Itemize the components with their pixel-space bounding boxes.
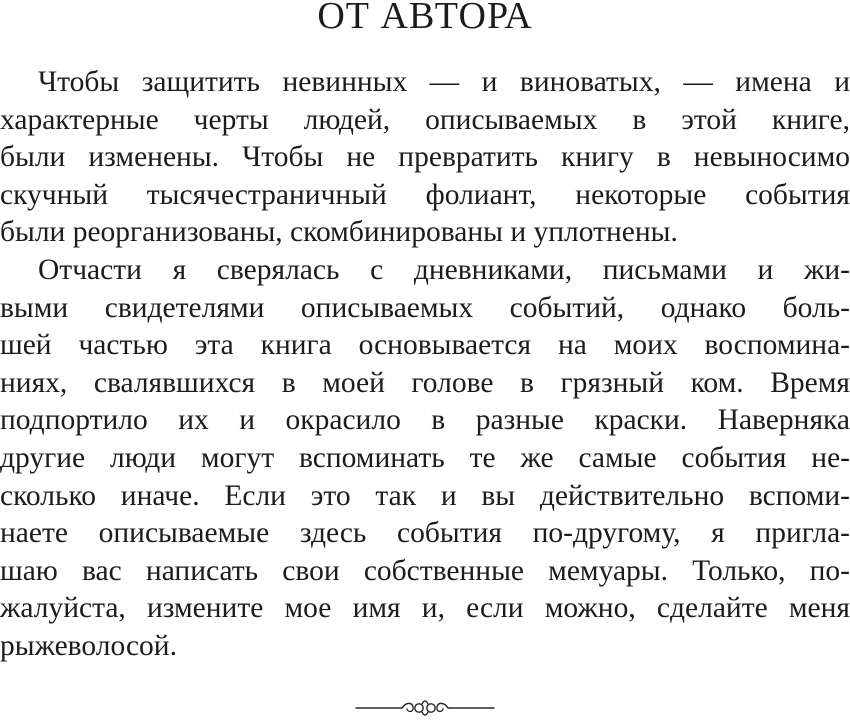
text-line: скучный тысячестраничный фолиант, некоторые события: [0, 178, 850, 211]
text-line: характерные черты людей, описываемых в этой книге,: [0, 103, 850, 136]
text-line: сколько иначе. Если это так и вы действительно вспоми-: [0, 479, 850, 512]
text-line: жалуйста, измените мое имя и, если можно, сделайте меня: [0, 592, 850, 625]
body-text: [0, 64, 850, 666]
text-line: шей частью эта книга основывается на моих воспомина-: [0, 329, 850, 362]
flourish-divider-icon: [350, 696, 500, 720]
text-line: выми свидетелями описываемых событий, однако боль-: [0, 291, 850, 324]
text-line: Чтобы защитить невинных — и виноватых, — имена и: [38, 66, 850, 98]
text-line: были изменены. Чтобы не превратить книгу в невыносимо: [0, 141, 850, 174]
paragraph: [0, 64, 850, 252]
text-line: наете описываемые здесь события по-другому, я пригла-: [0, 517, 850, 550]
text-line: шаю вас написать свои собственные мемуары. Только, по-: [0, 554, 850, 587]
text-line: были реорганизованы, скомбинированы и уплотнены.: [0, 216, 678, 249]
paragraph: [0, 252, 850, 666]
text-line: рыжеволосой.: [0, 629, 177, 662]
text-line: ниях, свалявшихся в моей голове в грязный ком. Время: [0, 366, 850, 399]
page-title: ОТ АВТОРА: [317, 0, 533, 37]
text-line: подпортило их и окрасило в разные краски. Наверняка: [0, 404, 850, 437]
text-line: другие люди могут вспоминать те же самые события не-: [0, 441, 850, 474]
text-line: Отчасти я сверялась с дневниками, письмами и жи-: [38, 253, 850, 286]
